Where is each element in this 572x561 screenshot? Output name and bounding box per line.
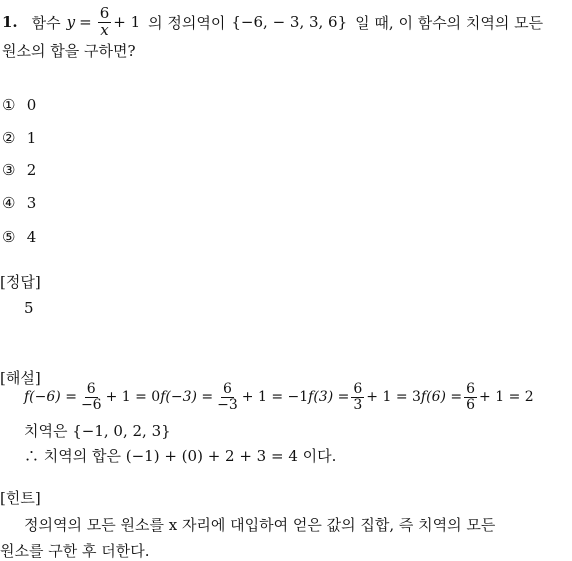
choice-5[interactable]	[2, 228, 36, 246]
func-y: y	[66, 13, 76, 32]
question-text-after: 의 정의역이	[148, 13, 226, 32]
choice-value: 0	[26, 96, 37, 114]
choice-mark: ②	[2, 129, 16, 147]
eq1-fraction	[79, 382, 104, 412]
hint-heading: [힌트]	[0, 489, 41, 507]
choice-mark: ③	[2, 161, 16, 179]
choice-value: 3	[26, 194, 37, 212]
eq1-den: −6	[80, 396, 102, 413]
explanation-equation-line	[24, 382, 534, 412]
question-text-before: 함수	[31, 13, 61, 32]
eq1-rhs: + 1 = 0	[105, 389, 161, 406]
answer-value: 5	[24, 299, 34, 317]
eq4-den: 6	[466, 396, 476, 413]
eq1-num: 6	[86, 381, 96, 397]
answer-heading: [정답]	[0, 273, 41, 291]
choice-value: 4	[26, 228, 37, 246]
choice-2[interactable]	[2, 129, 36, 147]
eq2-lhs: f(−3) =	[160, 389, 214, 406]
question-line-1	[2, 6, 543, 39]
explanation-heading: [해설]	[0, 369, 41, 387]
eq2-num: 6	[223, 381, 232, 397]
choice-mark: ⑤	[2, 228, 16, 246]
eq3-den: 3	[353, 396, 363, 413]
eq3-fraction	[351, 382, 364, 412]
question-fraction	[98, 6, 112, 39]
eq3-rhs: + 1 = 3	[366, 389, 421, 406]
eq2-fraction	[215, 382, 240, 412]
choice-4[interactable]	[2, 194, 36, 212]
question-text-end: 일 때, 이 함수의 치역의 모든	[355, 13, 544, 32]
choice-mark: ①	[2, 96, 16, 114]
choice-value: 1	[26, 129, 37, 147]
choice-1[interactable]	[2, 96, 36, 114]
domain-set: {−6, − 3, 3, 6}	[231, 13, 348, 32]
eq1-lhs: f(−6) =	[24, 389, 77, 406]
eq2-rhs: + 1 = −1	[241, 389, 309, 406]
eq-sign: =	[79, 13, 92, 32]
question-line-2: 원소의 합을 구하면?	[2, 42, 136, 60]
explanation-range-line: 치역은 {−1, 0, 2, 3}	[24, 422, 171, 440]
choice-mark: ④	[2, 194, 16, 212]
eq3-num: 6	[353, 381, 363, 397]
eq4-fraction	[464, 382, 477, 412]
eq4-lhs: f(6) =	[420, 389, 463, 406]
hint-line-1: 정의역의 모든 원소를 x 자리에 대입하여 얻은 값의 집합, 즉 치역의 모든	[24, 516, 496, 534]
fraction-denominator: x	[100, 20, 109, 39]
eq3-lhs: f(3) =	[308, 389, 350, 406]
eq4-rhs: + 1 = 2	[479, 389, 534, 406]
choice-value: 2	[26, 161, 37, 179]
question-number: 1.	[2, 13, 18, 32]
choice-3[interactable]	[2, 161, 36, 179]
explanation-sum-line: ∴ 치역의 합은 (−1) + (0) + 2 + 3 = 4 이다.	[24, 447, 337, 465]
plus-one: + 1	[113, 13, 141, 32]
fraction-numerator: 6	[99, 4, 110, 22]
hint-line-2: 원소를 구한 후 더한다.	[0, 542, 150, 560]
eq4-num: 6	[466, 381, 476, 397]
eq2-den: −3	[217, 396, 238, 413]
